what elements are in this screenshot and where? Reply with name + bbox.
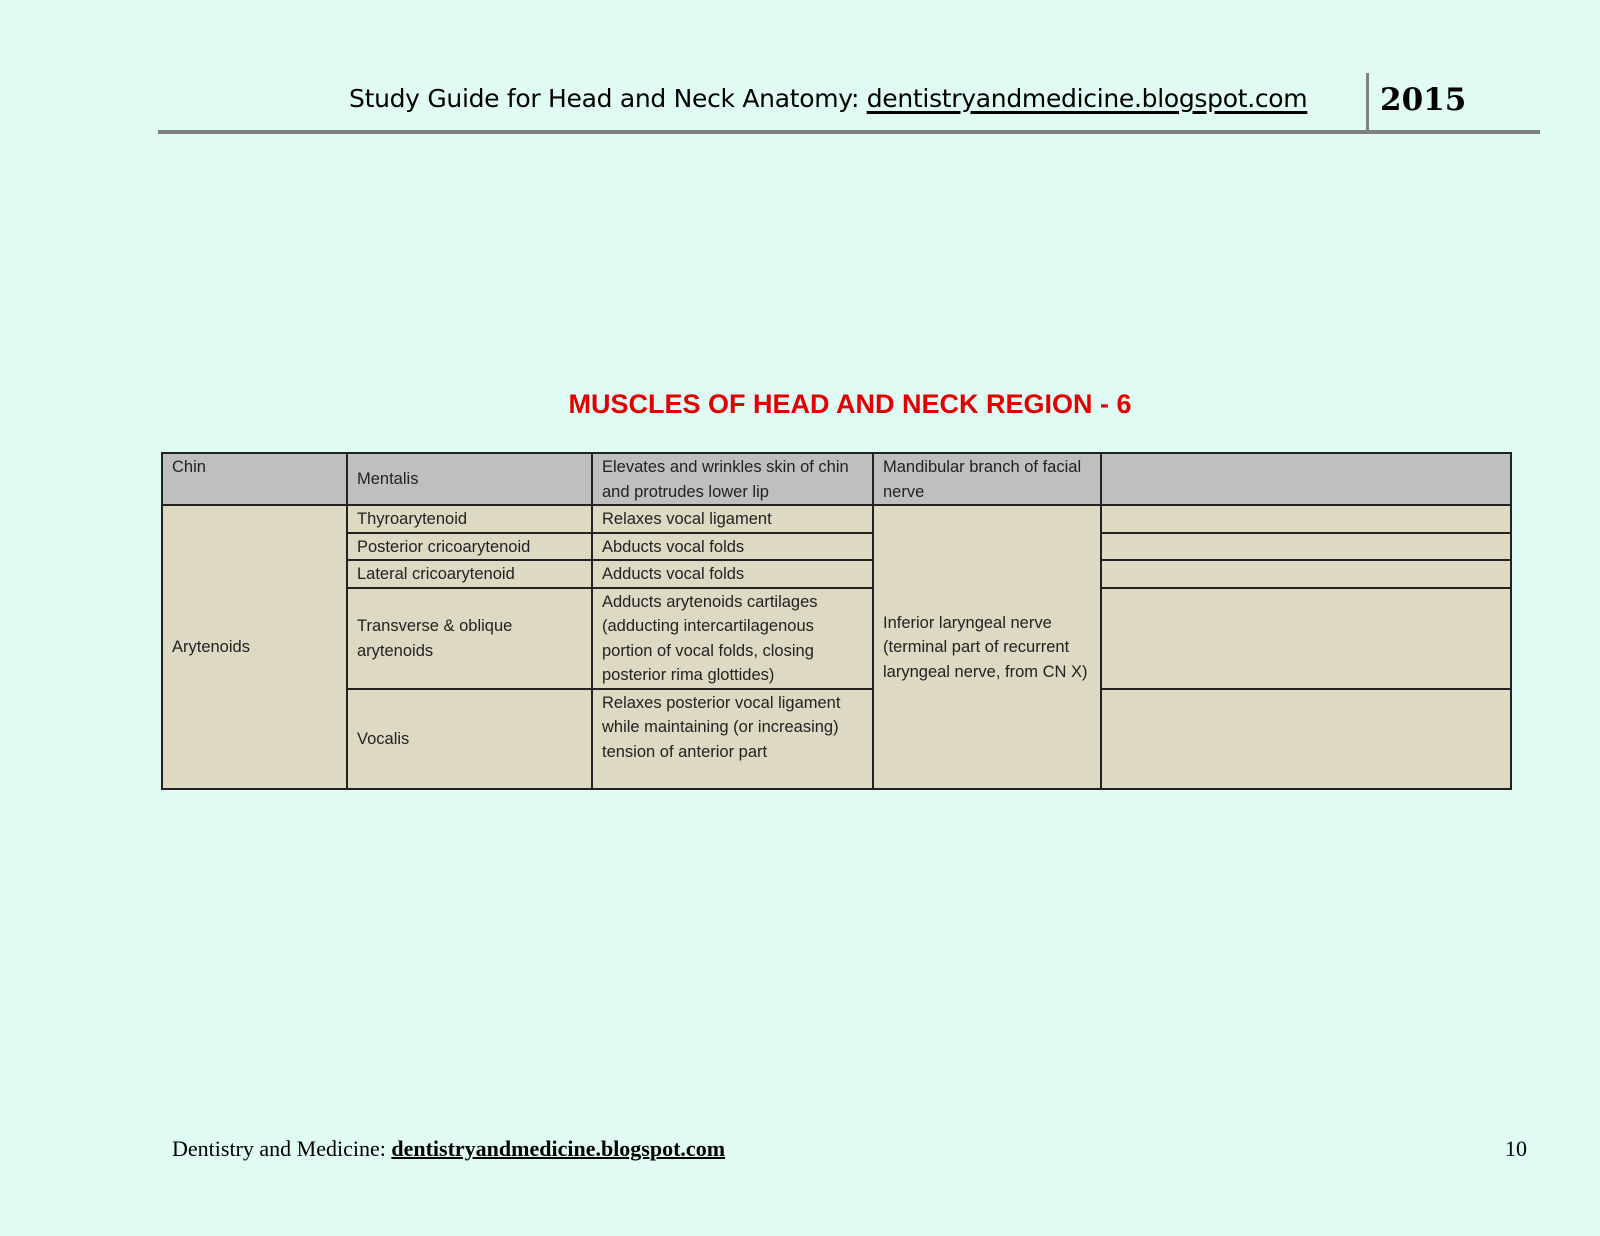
action-cell: Adducts arytenoids cartilages (adducting intercartilagenous portion of vocal folds, closing posterior rima glottides) xyxy=(592,588,873,689)
extra-cell xyxy=(1101,560,1511,588)
footer xyxy=(172,1136,725,1162)
header-site-link[interactable]: dentistryandmedicine.blogspot.com xyxy=(866,84,1308,113)
muscle-cell: Vocalis xyxy=(347,689,592,789)
page-title: MUSCLES OF HEAD AND NECK REGION - 6 xyxy=(568,389,1132,419)
extra-cell xyxy=(1101,505,1511,533)
table-row xyxy=(162,560,1511,588)
muscle-cell: Lateral cricoarytenoid xyxy=(347,560,592,588)
table-row xyxy=(162,505,1511,533)
header-separator xyxy=(1366,73,1369,131)
extra-cell xyxy=(1101,689,1511,789)
table-row xyxy=(162,588,1511,689)
table-row xyxy=(162,533,1511,561)
header-title: Study Guide for Head and Neck Anatomy: xyxy=(349,84,867,113)
action-cell: Elevates and wrinkles skin of chin and protrudes lower lip xyxy=(592,453,873,505)
footer-site-link[interactable]: dentistryandmedicine.blogspot.com xyxy=(391,1136,726,1161)
muscle-cell: Transverse & oblique arytenoids xyxy=(347,588,592,689)
region-cell: Chin xyxy=(162,453,347,505)
header-year: 2015 xyxy=(1380,82,1467,118)
running-header xyxy=(349,84,1307,113)
footer-label: Dentistry and Medicine: xyxy=(172,1136,392,1161)
muscle-cell: Mentalis xyxy=(347,453,592,505)
page-number: 10 xyxy=(1505,1136,1527,1161)
action-cell: Relaxes posterior vocal ligament while maintaining (or increasing) tension of anterior part xyxy=(592,689,873,789)
nerve-cell: Inferior laryngeal nerve (terminal part of recurrent laryngeal nerve, from CN X) xyxy=(873,505,1101,789)
muscle-cell: Posterior cricoarytenoid xyxy=(347,533,592,561)
extra-cell xyxy=(1101,453,1511,505)
muscle-cell: Thyroarytenoid xyxy=(347,505,592,533)
region-cell: Arytenoids xyxy=(162,505,347,789)
table-row xyxy=(162,453,1511,505)
action-cell: Adducts vocal folds xyxy=(592,560,873,588)
table-row xyxy=(162,689,1511,789)
nerve-cell: Mandibular branch of facial nerve xyxy=(873,453,1101,505)
action-cell: Relaxes vocal ligament xyxy=(592,505,873,533)
extra-cell xyxy=(1101,533,1511,561)
action-cell: Abducts vocal folds xyxy=(592,533,873,561)
header-rule xyxy=(158,130,1540,134)
muscles-table xyxy=(161,452,1512,790)
extra-cell xyxy=(1101,588,1511,689)
